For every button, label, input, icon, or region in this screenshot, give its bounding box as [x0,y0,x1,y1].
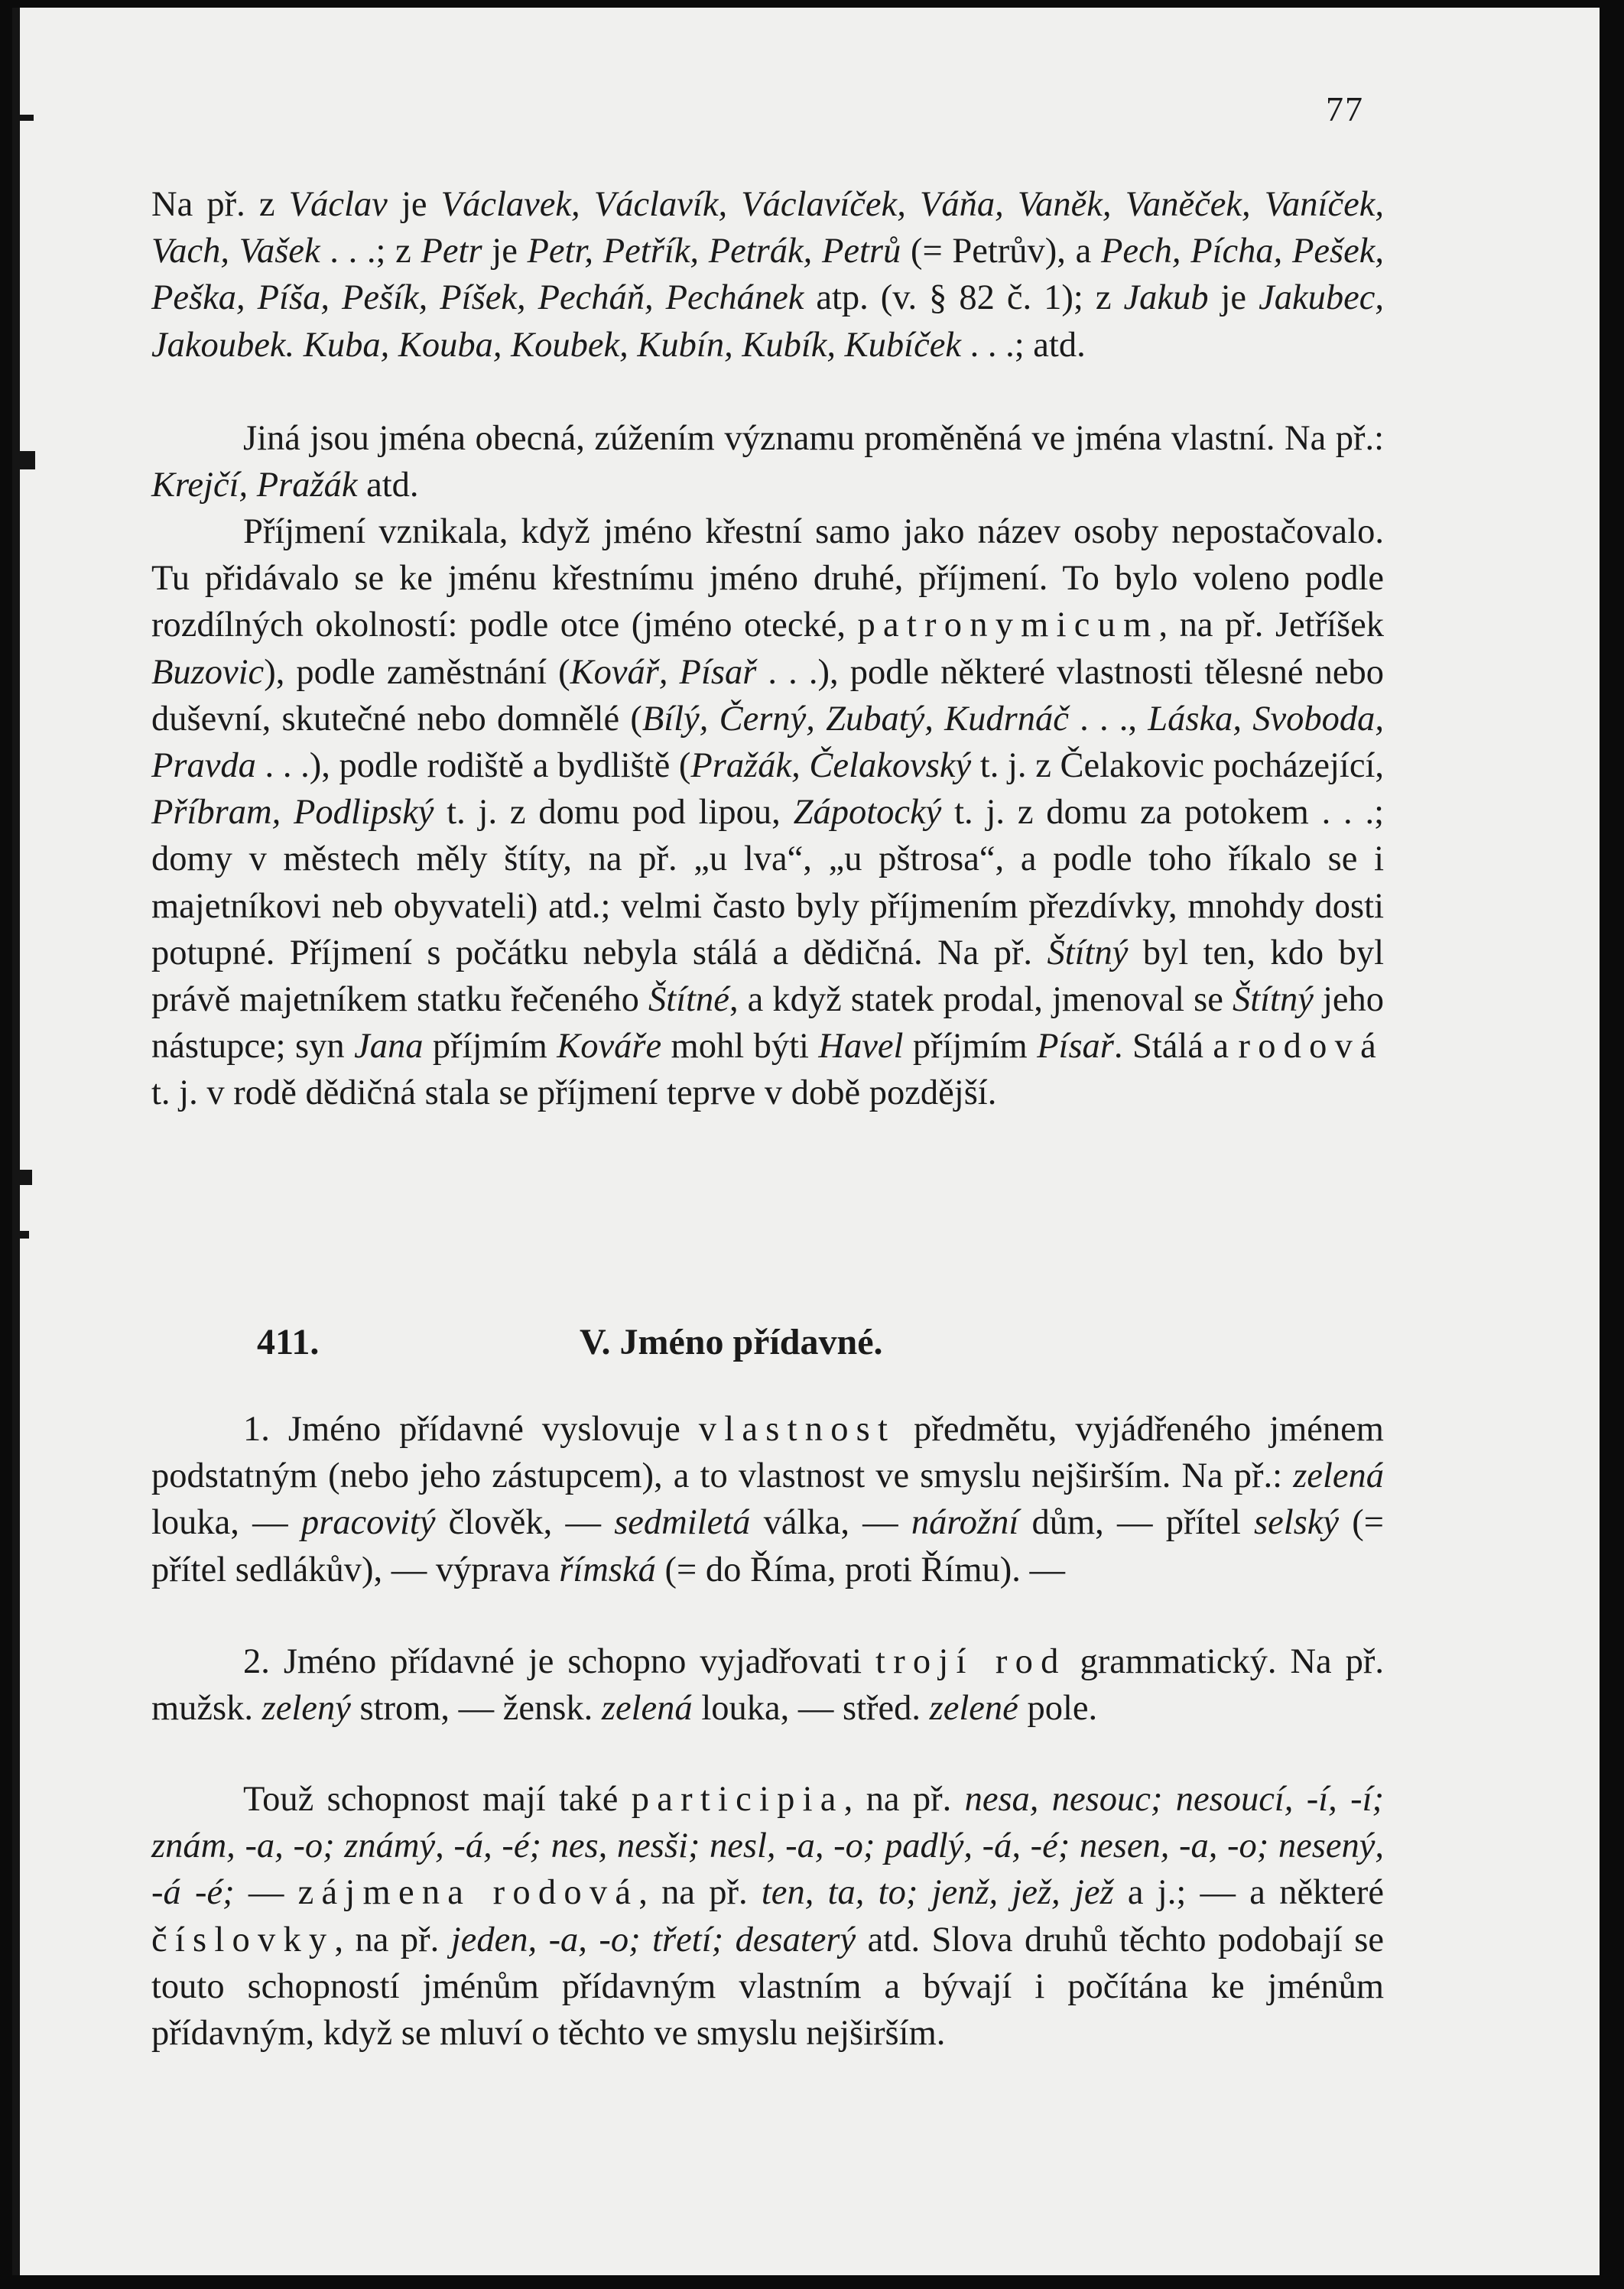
text-run: grammatický. Na př. mužsk. [151,1642,1393,1729]
text-run: Pražák, Čelakovský [690,746,972,786]
section-title: V. Jméno přídavné. [580,1322,883,1362]
text-run: t. j. z domu za potokem . . .; domy v městech měly štíty, na př. „u lva“, „u pštrosa“, a podle toho říkalo se i majetníkovi neb obyvateli) atd.; velmi často byly příjmením přezdívky, mnohdy dosti potupné. Příjmení s počátku nebyla stálá a dědičná. Na př. [151,793,1393,972]
text-run: Štítný [1047,933,1129,972]
text-run: trojí rod [875,1642,1067,1681]
text-run: válka, — [750,1503,911,1543]
text-run: , a když statek prodal, jmenoval se [729,980,1233,1020]
text-run: zelená [601,1689,693,1729]
text-run: Pech, Pícha, Pešek, Peška, Píša, Pešík, Píšek, Pecháň, Pechánek [151,232,1393,318]
text-run: t. j. v rodě dědičná stala se příjmení teprve v době pozdější. [151,1027,1393,1113]
text-run: Příbram, Podlipský [151,793,434,833]
binding-mark [12,1170,32,1185]
paragraph-adjective-definition [151,1406,1393,1593]
binding-mark [12,451,35,469]
text-run: Jiná jsou jména obecná, zúžením významu proměněná ve jména vlastní. Na př.: [243,419,1393,458]
text-run: . Stálá a [1113,1027,1239,1067]
section-number: 411. [257,1322,320,1362]
book-page [12,8,1600,2275]
text-run: člověk, — [435,1503,615,1543]
text-run: Jana [354,1027,424,1067]
text-run: Písař [1037,1027,1114,1067]
binding-mark [12,115,34,121]
text-run: 2. Jméno přídavné je schopno vyjadřovati [243,1642,876,1681]
text-run: zelený [261,1689,351,1729]
text-run: Příjmení vznikala, když jméno křestní samo jako název osoby nepostačovalo. Tu přidávalo se ke jménu křestnímu jméno druhé, příjmení. To bylo voleno podle rozdílných okolností: podle otce (jméno otecké, [151,512,1393,645]
text-run: . . .; atd. [961,325,1086,365]
text-run: participia [631,1780,844,1819]
text-run: Havel [818,1027,904,1067]
text-run: Štítný [1232,980,1314,1020]
text-run: zájmena rodová [297,1873,639,1913]
text-run: (= Petrův), a [901,232,1101,271]
text-run: dům, — přítel [1018,1503,1255,1543]
text-run: . . .), podle některé vlastnosti tělesné nebo duševní, skutečné nebo domnělé ( [151,652,1393,739]
text-run: (= přítel sedlákův), — výprava [151,1503,1393,1589]
text-run: ), podle zaměstnání ( [264,652,570,692]
text-run: patronymicum [857,606,1159,645]
text-run: Láska, Svoboda, Pravda [151,699,1393,786]
text-run: Václavek, Václavík, Václavíček, Váňa, Vaněk, Vaněček, Vaníček, Vach, Vašek [151,185,1393,271]
text-run: Zápotocký [793,793,942,833]
text-run: nesa, nesouc; nesoucí, -í, -í; znám, -a, -o; známý, -á, -é; nes, nesši; nesl, -a, -o; padlý, -á, -é; nesen, -a, -o; nesený, -á -é; [151,1780,1393,1913]
text-run: Krejčí, Pražák [151,466,358,505]
text-run: předmětu, vyjádřeného jménem podstatným (nebo jeho zástupcem), a to vlastnost ve smyslu nejširším. Na př.: [151,1410,1393,1496]
text-run: Václav [288,185,388,224]
text-run: , na př. [638,1873,762,1913]
text-run: atd. Slova druhů těchto podobají se touto schopností jménům přídavným vlastním a bývají i počítána ke jménům přídavným, když se mluví o těchto ve smyslu nejširším. [151,1920,1393,2054]
text-run: Štítné [648,980,729,1020]
paragraph-surnames [151,508,1393,1117]
text-run: jeho nástupce; syn [151,980,1393,1067]
text-run: a j.; — a některé [1113,1873,1393,1913]
text-run: atp. (v. § 82 č. 1); z [804,278,1124,318]
text-run: Petr [421,232,482,271]
text-run: , na př. Jetříšek [1158,606,1393,645]
text-run: , na př. [334,1920,451,1959]
text-run: louka, — [151,1456,1393,1543]
text-run: zelené [929,1689,1018,1729]
text-run: jeden, -a, -o; třetí; desaterý [450,1920,856,1959]
text-run: Na př. z [151,185,289,224]
text-run: příjmím [903,1027,1038,1067]
text-run: římská [559,1550,656,1589]
text-run: , na př. [843,1780,965,1819]
paragraph-grammatical-gender [151,1638,1393,1732]
text-run: — [234,1873,298,1913]
text-run: byl ten, kdo byl právě majetníkem statku řečeného [151,933,1393,1020]
paragraph-common-names [151,415,1393,508]
text-run: pole. [1018,1689,1098,1729]
text-run: selský [1254,1503,1340,1543]
text-run: Touž schopnost mají také [243,1780,632,1819]
text-run: strom, — žensk. [350,1689,602,1729]
text-run: atd. [357,466,419,505]
text-run: . . ., [1068,699,1148,739]
text-run: příjmím [423,1027,557,1067]
text-run: je [1208,278,1259,318]
text-run: sedmiletá [614,1503,751,1543]
text-run: . . .), podle rodiště a bydliště ( [255,746,691,786]
text-run: 1. Jméno přídavné vyslovuje [243,1410,699,1449]
text-run: mohl býti [661,1027,819,1067]
text-run: t. j. z domu pod lipou, [434,793,794,833]
text-run: číslovky [151,1920,335,1959]
text-run: Buzovic [151,652,265,692]
text-run: Kovář, Písař [570,652,757,692]
text-run: je [482,232,528,271]
paragraph-participles [151,1776,1393,2057]
page-number: 77 [1326,89,1364,128]
text-run: louka, — střed. [692,1689,930,1729]
text-run: Kováře [557,1027,662,1067]
binding-mark [12,1231,29,1239]
text-run: ten, ta, to; jenž, jež, jež [761,1873,1114,1913]
text-run: t. j. z Čelakovic pocházející, [971,746,1393,786]
text-run: nárožní [911,1503,1019,1543]
text-run: Petr, Petřík, Petrák, Petrů [527,232,901,271]
text-run: vlastnost [698,1410,896,1449]
paragraph-name-examples [151,181,1393,369]
text-run: pracovitý [300,1503,436,1543]
text-run: je [387,185,441,224]
text-run: rodová [1238,1027,1384,1067]
text-run: zelená [1293,1456,1384,1496]
text-run: . . .; z [320,232,421,271]
text-run: Jakub [1123,278,1209,318]
text-run: (= do Říma, proti Římu). — [655,1550,1066,1589]
text-run: Bílý, Černý, Zubatý, Kudrnáč [641,699,1069,739]
text-run: Jakubec, Jakoubek. Kuba, Kouba, Koubek, Kubín, Kubík, Kubíček [151,278,1393,365]
binding-rule [12,8,20,2275]
